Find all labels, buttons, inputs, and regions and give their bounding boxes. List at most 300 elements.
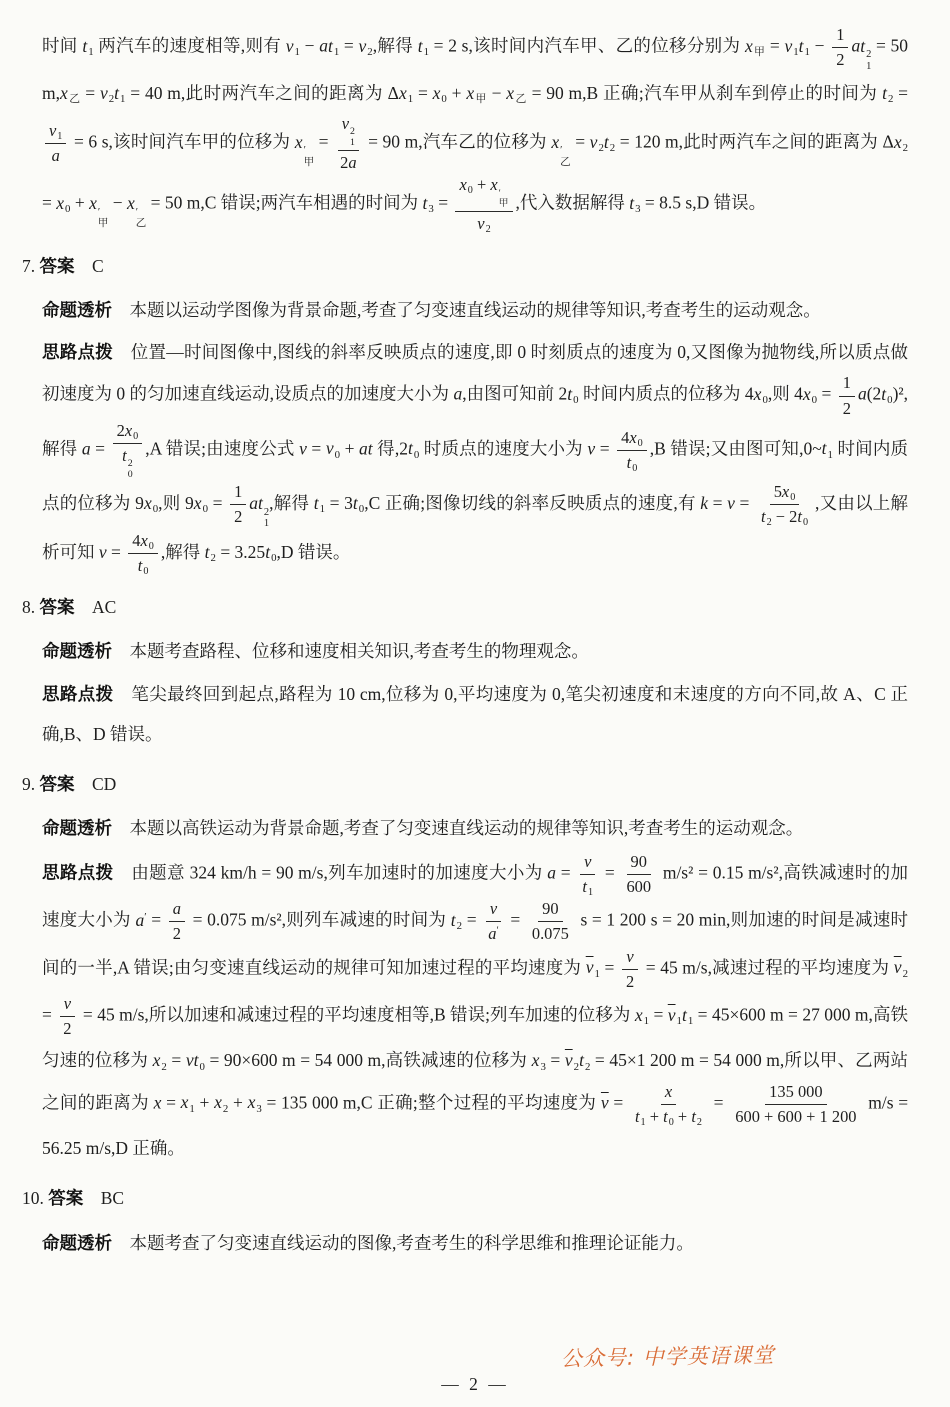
fraction bbox=[832, 24, 848, 71]
subscript: 2 bbox=[887, 92, 894, 105]
answer-explanations bbox=[22, 24, 909, 1263]
var-base: t bbox=[821, 438, 827, 459]
section-label: 命题透析 bbox=[42, 641, 112, 662]
approach-9: 思路点拨 由题意 324 km/h = 90 m/s,列车加速时的加速度大小为 a = $\frac{v}{t_1}$ = $\frac{90}{600}$ m/s² = 0.15 m/s²,高铁减速时的加速度大小为 a′ = $\frac{a}{2}$ = 0.075 m/s²,则列车减速的时间为 $t_2$ = $\frac{v}{a'}$ = $\frac{90}{0.075}$ s = 1 200 s = 20 min,则加速的时间是减速时间的一半,A 错误;由匀变速直线运动的规律可知加速过程的平均速度为 $\overline{v}_1$ = $\frac{v}{2}$ = 45 m/s,减速过程的平均速度为 $\overline{v}_2$ = $\frac{v}{2}$ = 45 m/s,所以加速和减速过程的平均速度相等,B 错误;列车加速的位移为 $x_1 = \overline{v}_1t_1 = 45\times 600$ m = 27 000 m,高铁匀速的位移为 $x_2 = vt_0 = 90\times 600$ m = 54 000 m,高铁减速的位移为 $x_3 = \overline{v}_2t_2 = 45\times 1$ 200 m = 54 000 m,所以甲、乙两站之间的距离为 $x = x_1 + x_2 + x_3 = 135$ 000 m,C 正确;整个过程的平均速度为 $\overline{v}$ = $\frac{x}{t_1 + t_0 + t_2}$ = $\frac{135 000}{600 + 600 + 1 200}$ m/s = 56.25 m/s,D 正确。 bbox=[42, 851, 909, 1159]
subscript: 0 bbox=[358, 503, 365, 516]
section-label: 思路点拨 bbox=[42, 683, 114, 704]
answer-8: 8. 答案 AC bbox=[22, 597, 117, 618]
var-base: v bbox=[299, 438, 307, 459]
section-label: 思路点拨 bbox=[42, 342, 113, 363]
var-base: t bbox=[313, 492, 319, 513]
var-base: t bbox=[258, 492, 263, 513]
subscript: 2 bbox=[108, 92, 115, 105]
math-var bbox=[601, 1092, 609, 1112]
var-base: a bbox=[81, 438, 91, 459]
subscript: 1 bbox=[640, 1116, 646, 1128]
subscript: 甲 bbox=[753, 45, 766, 58]
var-base: t bbox=[760, 507, 766, 527]
sub-sup bbox=[560, 145, 571, 168]
math-var bbox=[348, 153, 356, 172]
section-label: 答案 bbox=[39, 774, 75, 795]
sub-sup bbox=[350, 127, 355, 149]
subscript: 0 bbox=[887, 394, 893, 407]
section-label: 命题透析 bbox=[42, 818, 112, 839]
fraction-numerator: 90 bbox=[538, 898, 562, 922]
fraction-denominator: 600 bbox=[626, 876, 652, 896]
math-var bbox=[564, 1050, 580, 1073]
subscript: 0 bbox=[632, 462, 638, 474]
superscript: ′ bbox=[135, 206, 139, 218]
subscript: 0 bbox=[802, 517, 809, 529]
var-base: v bbox=[325, 438, 334, 459]
section-label: 命题透析 bbox=[42, 299, 112, 320]
math-var bbox=[531, 1050, 546, 1073]
answer-10: 10. 答案 BC bbox=[22, 1188, 125, 1209]
subscript: 1 bbox=[643, 1014, 650, 1027]
var-base: a bbox=[453, 384, 463, 405]
math-var bbox=[407, 438, 420, 461]
math-var bbox=[319, 36, 328, 56]
subscript: 1 bbox=[793, 45, 799, 58]
subscript: 乙 bbox=[515, 92, 527, 105]
var-base: x bbox=[744, 35, 753, 56]
var-base: x bbox=[56, 192, 65, 213]
fraction bbox=[731, 1081, 860, 1128]
fraction-numerator: 90 bbox=[627, 851, 651, 875]
var-base: x bbox=[124, 420, 133, 440]
fraction bbox=[455, 174, 512, 235]
math-var bbox=[490, 175, 509, 210]
math-var bbox=[665, 1082, 672, 1101]
var-base: a bbox=[851, 35, 861, 56]
var-base: t bbox=[882, 82, 887, 103]
math-var bbox=[459, 175, 473, 197]
answer-9: 9. 答案 CD bbox=[22, 774, 117, 795]
var-base: v bbox=[341, 113, 349, 133]
var-base: x bbox=[398, 82, 407, 103]
math-var bbox=[82, 438, 91, 458]
subscript: 0 bbox=[811, 394, 818, 407]
math-var bbox=[466, 83, 486, 103]
var-base: x bbox=[753, 384, 762, 405]
fraction-denominator bbox=[578, 875, 597, 898]
subscript: 2 bbox=[367, 45, 373, 58]
answer-7: 7. 答案 C bbox=[22, 255, 104, 276]
fraction-denominator: 2 bbox=[836, 50, 845, 70]
math-var bbox=[286, 36, 300, 56]
math-var bbox=[180, 1092, 195, 1115]
var-base: x bbox=[629, 427, 637, 447]
analysis-10: 命题透析 本题考查了匀变速直线运动的图像,考查考生的科学思维和推理论证能力。 bbox=[42, 1232, 694, 1253]
subscript: 1 bbox=[263, 518, 270, 530]
subscript: 1 bbox=[294, 45, 300, 58]
var-base: t bbox=[881, 384, 887, 405]
var-base: a bbox=[51, 146, 60, 166]
var-base: v bbox=[489, 899, 498, 919]
var-base: t bbox=[265, 541, 271, 562]
var-base: t bbox=[352, 492, 358, 513]
superscript: ′ bbox=[560, 145, 563, 157]
math-var bbox=[299, 438, 307, 458]
var-base: x bbox=[551, 131, 560, 152]
fraction-denominator bbox=[473, 212, 494, 235]
subscript: 0 bbox=[413, 448, 420, 461]
var-base: x bbox=[126, 192, 135, 213]
fraction-denominator: 2 bbox=[842, 398, 851, 418]
var-base: x bbox=[459, 175, 467, 195]
subscript: 甲 bbox=[475, 92, 487, 105]
var-base: $\overline{v}$ bbox=[600, 1092, 609, 1113]
superscript: ′ bbox=[97, 206, 101, 218]
subscript: 1 bbox=[333, 45, 340, 58]
subscript: 2 bbox=[696, 1116, 702, 1128]
var-base: t bbox=[114, 82, 120, 103]
var-base: v bbox=[99, 82, 108, 103]
fraction bbox=[484, 898, 502, 945]
math-var bbox=[99, 542, 107, 562]
math-var bbox=[122, 445, 133, 481]
fraction-numerator bbox=[661, 1081, 676, 1105]
var-base: $\overline{v}$ bbox=[564, 1050, 573, 1071]
math-var bbox=[760, 507, 772, 529]
subscript: 0 bbox=[143, 566, 149, 578]
var-base: v bbox=[626, 946, 634, 966]
var-base: t bbox=[417, 35, 423, 56]
fraction-denominator: $t_1 + t_0 + t_2$ bbox=[634, 1106, 702, 1128]
fraction bbox=[113, 420, 143, 481]
math-var bbox=[799, 36, 810, 56]
math-var bbox=[137, 555, 149, 578]
subscript: 0 bbox=[334, 448, 341, 461]
math-var bbox=[663, 1107, 674, 1126]
var-base: x bbox=[466, 82, 475, 103]
fraction-denominator: $t_2 - 2t_0$ bbox=[760, 507, 809, 529]
math-var bbox=[173, 899, 181, 918]
var-base: x bbox=[60, 82, 68, 103]
var-base: t bbox=[579, 1050, 584, 1071]
subscript: 2 bbox=[902, 141, 909, 154]
var-base: x bbox=[153, 1092, 162, 1113]
math-var bbox=[152, 1050, 167, 1073]
fraction-denominator bbox=[48, 144, 64, 167]
subscript: 3 bbox=[635, 203, 641, 216]
math-var bbox=[668, 1005, 682, 1025]
var-base: x bbox=[89, 192, 97, 213]
subscript: 1 bbox=[349, 137, 355, 149]
subscript: 0 bbox=[790, 492, 796, 504]
fraction-denominator: 2 bbox=[625, 971, 635, 991]
subscript: 2 bbox=[766, 517, 772, 529]
var-base: v bbox=[63, 994, 72, 1013]
math-var bbox=[590, 132, 604, 152]
math-var bbox=[567, 384, 579, 407]
fraction-numerator: 135 000 bbox=[765, 1081, 826, 1105]
subscript: 3 bbox=[540, 1060, 546, 1073]
var-base: x bbox=[506, 82, 515, 103]
math-var bbox=[753, 384, 768, 407]
var-base: a bbox=[857, 384, 867, 405]
fraction-numerator bbox=[486, 898, 501, 922]
subscript: 0 bbox=[199, 1060, 205, 1073]
var-base: x bbox=[143, 492, 152, 513]
math-var bbox=[328, 36, 339, 56]
var-base: x bbox=[152, 1050, 161, 1071]
subscript: 1 bbox=[676, 1014, 682, 1027]
var-base: v bbox=[358, 35, 367, 56]
var-base: t bbox=[691, 1106, 696, 1126]
subscript: 1 bbox=[407, 92, 414, 105]
subscript: 1 bbox=[804, 45, 810, 58]
math-var bbox=[368, 438, 373, 458]
fraction-numerator bbox=[169, 898, 185, 922]
analysis-9: 命题透析 本题以高铁运动为背景命题,考查了匀变速直线运动的规律等知识,考查考生的运动观念。 bbox=[42, 818, 804, 839]
fraction bbox=[128, 530, 158, 578]
math-var bbox=[143, 492, 159, 516]
analysis-7: 命题透析 本题以运动学图像为背景命题,考查了匀变速直线运动的规律等知识,考查考生的运动观念。 bbox=[42, 299, 821, 320]
var-base: x bbox=[432, 82, 441, 103]
math-var bbox=[249, 493, 258, 513]
math-var bbox=[126, 192, 147, 230]
fraction-denominator: 2 bbox=[63, 1019, 72, 1039]
var-base: t bbox=[603, 131, 609, 152]
var-base: v bbox=[285, 35, 294, 56]
subscript: 0 bbox=[271, 551, 277, 564]
math-var bbox=[64, 994, 71, 1013]
math-var bbox=[629, 428, 642, 447]
approach-7: 思路点拨 位置—时间图像中,图线的斜率反映质点的速度,即 0 时刻质点的速度为 0,又图像为抛物线,所以质点做初速度为 0 的匀加速直线运动,设质点的加速度大小为 a,由图可知前 $2t_0$ 时间内质点的位移为 $4x_0$,则 $4x_0$ = $\frac{1}{2}$ $a(2t_0)^2$,解得 a = $2x_0$ t 2 0 ,A 错误;由速度公式 $v = v_0$ + at 得$,2t_0$ 时质点的速度大小为 v = $\frac{4x_0}{t_0}$ ,B 错误;又由图可知$,0\sim t_1$ 时间内质点的位移为 $9x_0$,则 $9x_0$ = $\frac{1}{2}$ at 2 1 ,解得 $t_1 = 3t_0,C$ 正确;图像切线的斜率反映质点的速度,有 k = v = $\frac{5x_0}{t_2 - 2t_0}$ ,又由以上解析可知 v = $\frac{4x_0}{t_0}$ ,解得 $t_2 = 3.25t_0,D$ 错误。 bbox=[42, 342, 909, 578]
fraction bbox=[169, 898, 185, 945]
math-var bbox=[433, 83, 447, 103]
subscript: 甲 bbox=[303, 156, 315, 168]
math-var bbox=[745, 36, 765, 56]
var-base: x bbox=[193, 492, 202, 513]
subscript: 0 bbox=[668, 1116, 674, 1128]
var-base: x bbox=[140, 530, 148, 550]
fraction-numerator: $5x_0$ bbox=[770, 481, 800, 505]
math-var bbox=[584, 852, 591, 871]
math-var bbox=[56, 192, 71, 216]
math-var bbox=[727, 493, 735, 513]
var-base: t bbox=[367, 438, 373, 459]
fraction bbox=[528, 898, 573, 945]
var-base: t bbox=[327, 35, 333, 56]
sub-sup bbox=[499, 189, 509, 211]
superscript: ′ bbox=[144, 910, 147, 923]
var-base: k bbox=[700, 492, 709, 513]
subscript: 1 bbox=[866, 61, 872, 73]
math-var bbox=[313, 492, 326, 516]
fraction-denominator: 2 bbox=[172, 924, 181, 944]
subscript: 1 bbox=[120, 92, 126, 105]
sub-sup bbox=[264, 507, 269, 530]
var-base: a bbox=[488, 924, 497, 944]
var-base: a bbox=[359, 438, 368, 459]
subscript: 2 bbox=[584, 1060, 591, 1073]
subscript: 1 bbox=[423, 45, 429, 58]
subscript: 1 bbox=[319, 503, 326, 516]
subscript: 2 bbox=[485, 224, 491, 236]
fraction-numerator: $2x_0$ bbox=[113, 420, 143, 444]
subscript: 1 bbox=[88, 45, 94, 58]
subscript: 0 bbox=[127, 469, 133, 481]
var-base: a bbox=[172, 899, 181, 919]
math-var bbox=[585, 957, 600, 980]
fraction-numerator: $4x_0$ bbox=[617, 427, 647, 451]
var-base: x bbox=[531, 1050, 540, 1071]
math-var bbox=[359, 36, 373, 56]
math-var bbox=[797, 507, 809, 529]
var-base: a bbox=[135, 909, 145, 930]
fraction-denominator bbox=[484, 922, 502, 945]
superscript: ′ bbox=[496, 925, 499, 937]
math-var bbox=[89, 192, 109, 230]
analysis-8: 命题透析 本题考查路程、位移和速度相关知识,考查考生的物理观念。 bbox=[42, 641, 589, 662]
var-base: t bbox=[629, 192, 635, 213]
explanation-6-continued: 时间 $t_1$ 两汽车的速度相等,则有 $v_1 - at_1 = v_2$,解得 $t_1 = 2$ s,该时间内汽车甲、乙的位移分别为 $x_甲 = v_1t_1$ − $\frac{1}{2}$ at 2 1 = 50 $m,x_乙 = v_2t_1 = 40$ m,此时两汽车之间的距离为 $\Delta x_1 = x_0 + x_甲 - x_乙 = 90$ m,B 正确;汽车甲从刹车到停止的时间为 $t_2$ = $\frac{v_1}{a}$ = 6 s,该时间汽车甲的位移为 x ′ 甲 = v 2 1 2a = 90 m,汽车乙的位移为 x ′ 乙 = $v_2t_2 = 120$ m,此时两汽车之间的距离为 $\Delta x_2 = x_0 + x$ ′ 甲 − x ′ 乙 = 50 m,C 错误;两汽车相遇的时间为 $t_3$ = $x_0 + x$ ′ 甲 $v_2$ ,代入数据解得 $t_3 = 8.5$ s,D 错误。 bbox=[42, 25, 909, 236]
subscript: 3 bbox=[428, 203, 434, 216]
math-var bbox=[579, 1050, 591, 1073]
fraction bbox=[336, 113, 360, 174]
math-var bbox=[860, 35, 872, 73]
section-label: 答案 bbox=[39, 255, 75, 276]
subscript: 1 bbox=[57, 130, 63, 142]
watermark: 公众号: 中学英语课堂 bbox=[561, 1343, 776, 1371]
var-base: x bbox=[490, 175, 498, 195]
math-var bbox=[691, 1107, 702, 1126]
subscript: 0 bbox=[762, 394, 768, 407]
section-label: 答案 bbox=[48, 1188, 84, 1209]
math-var bbox=[186, 1050, 194, 1070]
math-var bbox=[882, 83, 893, 103]
subscript: 0 bbox=[148, 540, 154, 552]
fraction-numerator: 1 bbox=[832, 24, 848, 48]
math-var bbox=[359, 438, 368, 458]
math-var bbox=[135, 910, 146, 930]
section-label: 思路点拨 bbox=[42, 862, 114, 883]
section-label: 命题透析 bbox=[42, 1232, 112, 1253]
subscript: 1 bbox=[827, 448, 833, 461]
fraction-numerator: 1 bbox=[839, 372, 855, 396]
subscript: 乙 bbox=[560, 156, 571, 168]
var-base: x bbox=[634, 1004, 643, 1025]
fraction-numerator bbox=[45, 120, 66, 144]
math-var bbox=[477, 214, 491, 236]
fraction-denominator: 2a bbox=[340, 152, 357, 172]
sub-sup bbox=[866, 49, 871, 72]
sub-sup bbox=[304, 145, 315, 168]
fraction-numerator: $4x_0$ bbox=[128, 530, 158, 554]
math-var bbox=[851, 36, 860, 56]
fraction-numerator: $x_0 + x$ ′ 甲 bbox=[455, 174, 512, 212]
math-var bbox=[700, 493, 708, 513]
fraction-denominator: 2 bbox=[234, 507, 243, 527]
var-base: t bbox=[567, 384, 573, 405]
subscript: 0 bbox=[467, 185, 473, 197]
fraction-denominator bbox=[118, 444, 137, 481]
math-var bbox=[506, 83, 526, 103]
var-base: v bbox=[584, 851, 592, 871]
fraction bbox=[839, 372, 855, 419]
math-var bbox=[893, 957, 908, 980]
math-var bbox=[629, 192, 641, 216]
var-base: x bbox=[802, 384, 811, 405]
var-base: t bbox=[634, 1106, 640, 1126]
math-var bbox=[193, 1050, 205, 1073]
math-var bbox=[399, 83, 413, 103]
subscript: 0 bbox=[152, 503, 159, 516]
math-var bbox=[352, 492, 365, 516]
fraction bbox=[59, 993, 75, 1040]
subscript: 2 bbox=[210, 551, 216, 564]
math-var bbox=[821, 438, 833, 461]
superscript: 2 bbox=[127, 458, 133, 470]
var-base: t bbox=[582, 876, 587, 896]
var-base: v bbox=[185, 1050, 194, 1071]
subscript: 0 bbox=[133, 430, 139, 442]
subscript: 1 bbox=[189, 1102, 195, 1115]
page-number: — 2 — bbox=[441, 1374, 509, 1394]
subscript: 乙 bbox=[68, 92, 81, 105]
math-var bbox=[114, 83, 125, 103]
subscript: 0 bbox=[573, 394, 579, 407]
var-base: t bbox=[82, 35, 88, 56]
math-var bbox=[154, 1092, 162, 1112]
subscript: 1 bbox=[594, 967, 600, 980]
subscript: 1 bbox=[687, 1014, 694, 1027]
subscript: 2 bbox=[902, 967, 908, 980]
var-base: t bbox=[681, 1004, 687, 1025]
var-base: x bbox=[664, 1081, 673, 1101]
var-base: t bbox=[122, 445, 127, 465]
math-var bbox=[82, 36, 93, 56]
math-var bbox=[325, 438, 341, 461]
fraction-numerator bbox=[60, 993, 75, 1017]
subscript: 0 bbox=[637, 437, 643, 449]
subscript: 0 bbox=[202, 503, 208, 516]
var-base: t bbox=[137, 555, 143, 575]
fraction-denominator: 600 + 600 + 1 200 bbox=[735, 1106, 857, 1126]
var-base: v bbox=[49, 120, 57, 140]
math-var bbox=[265, 542, 276, 562]
fraction-numerator bbox=[580, 851, 595, 875]
math-var bbox=[193, 492, 208, 516]
fraction bbox=[757, 481, 812, 529]
math-var bbox=[418, 36, 429, 56]
var-base: $\overline{v}$ bbox=[893, 957, 902, 978]
math-var bbox=[258, 492, 270, 530]
subscript: 2 bbox=[456, 920, 463, 933]
var-base: x bbox=[180, 1092, 189, 1113]
subscript: 甲 bbox=[97, 218, 109, 230]
math-var bbox=[214, 1092, 229, 1115]
var-base: a bbox=[319, 35, 328, 56]
var-base: x bbox=[214, 1092, 222, 1113]
fraction-numerator bbox=[622, 946, 637, 970]
subscript: 甲 bbox=[498, 198, 509, 210]
superscript: 2 bbox=[349, 126, 355, 138]
math-var bbox=[626, 947, 633, 966]
math-var bbox=[341, 113, 355, 149]
math-var bbox=[490, 899, 497, 918]
math-var bbox=[49, 121, 62, 140]
subscript: 2 bbox=[161, 1060, 167, 1073]
subscript: 0 bbox=[441, 92, 447, 105]
var-base: v bbox=[784, 35, 793, 56]
var-base: $\overline{v}$ bbox=[585, 957, 594, 978]
var-base: t bbox=[860, 35, 866, 56]
subscript: 2 bbox=[598, 141, 604, 154]
fraction-denominator: 0.075 bbox=[531, 924, 569, 944]
